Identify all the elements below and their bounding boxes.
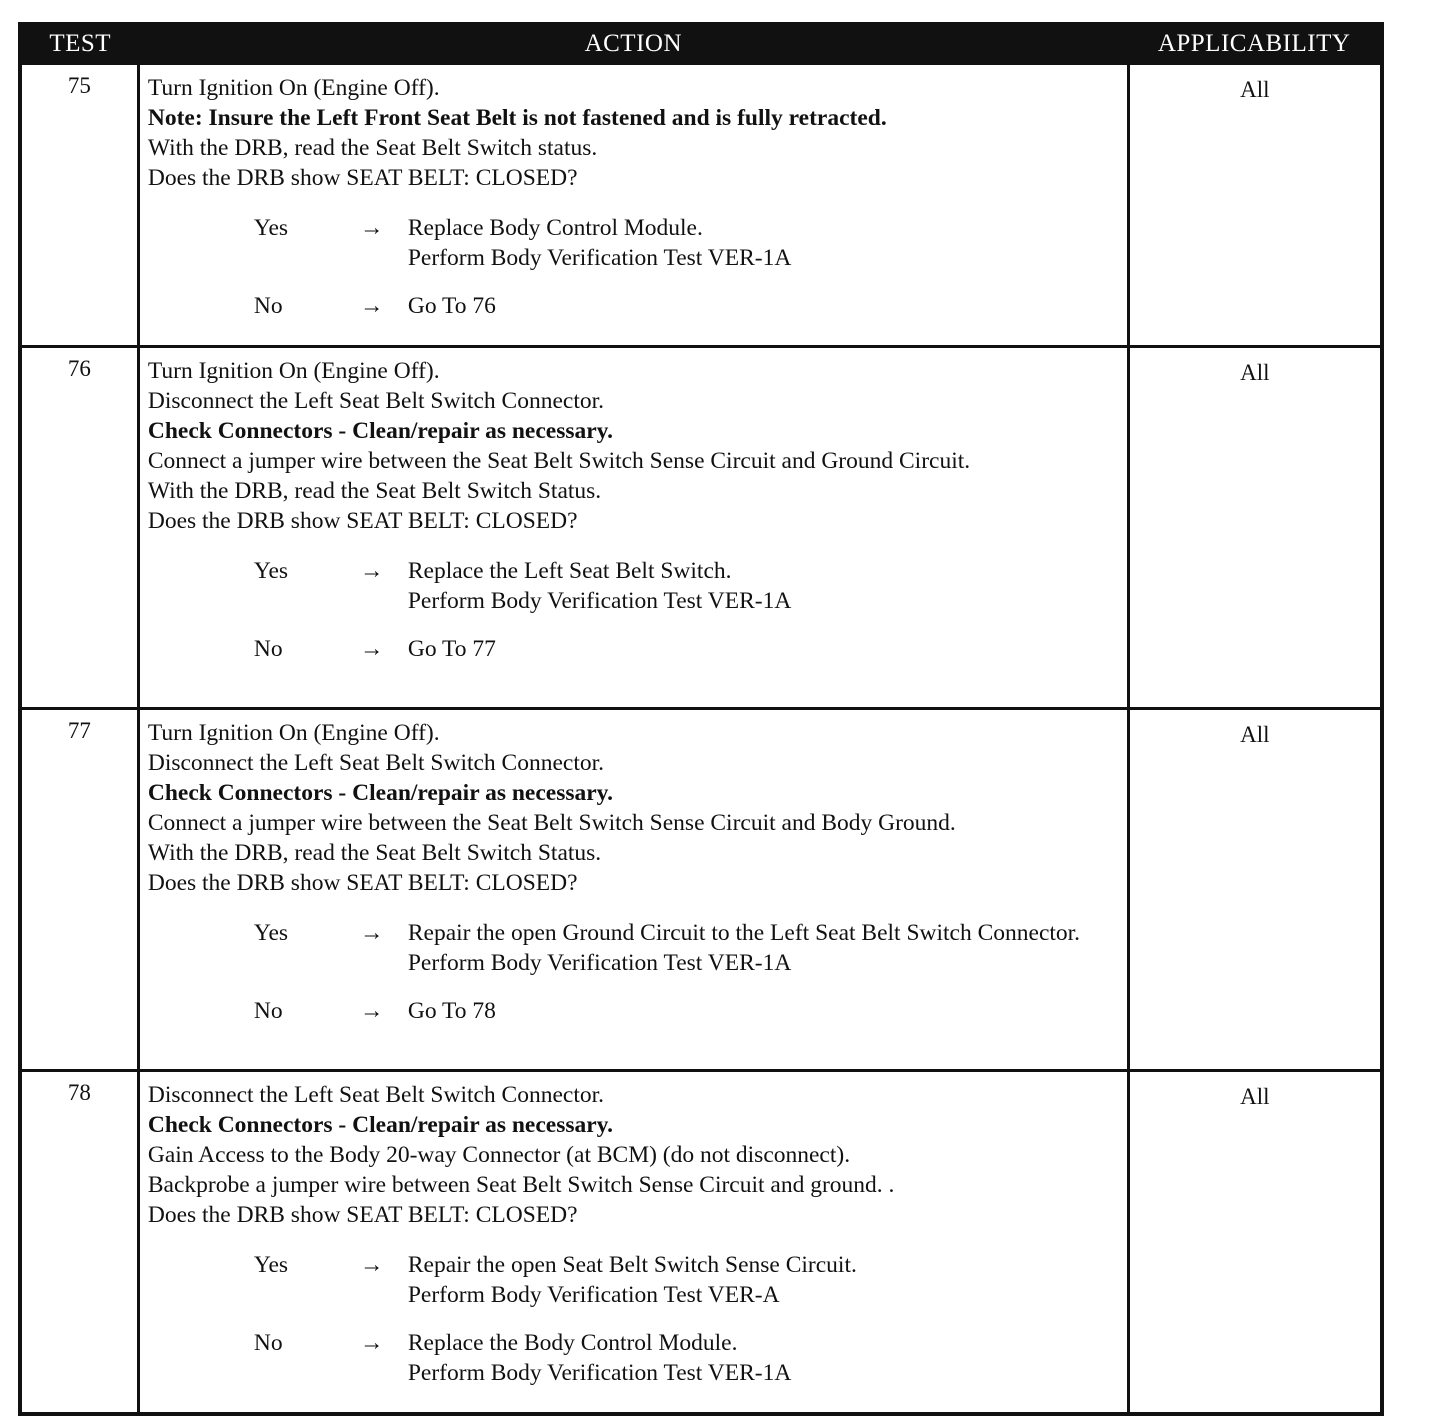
test-row: [20, 709, 1382, 1071]
step-text: With the DRB, read the Seat Belt Switch Status.: [147, 478, 602, 504]
result-line: Perform Body Verification Test VER-A: [407, 1282, 780, 1308]
arrow-right-icon: →: [359, 998, 384, 1024]
result-line: Replace the Body Control Module.: [407, 1330, 738, 1356]
diagnostic-table: [18, 22, 1384, 1416]
result-label: Yes: [253, 215, 289, 241]
header-action: ACTION: [138, 24, 1128, 64]
result-no: [148, 996, 1119, 1026]
result-body: [408, 634, 1119, 664]
action-cell: [138, 1071, 1128, 1415]
test-row: [20, 1071, 1382, 1415]
action-cell: [138, 347, 1128, 709]
action-cell: [138, 709, 1128, 1071]
header-applicability: APPLICABILITY: [1128, 24, 1382, 64]
result-list: [148, 918, 1119, 1026]
step-note: Note: Insure the Left Front Seat Belt is not fastened and is fully retracted.: [147, 105, 887, 131]
result-label: No: [253, 998, 283, 1024]
test-row: [20, 347, 1382, 709]
step-text: Connect a jumper wire between the Seat Belt Switch Sense Circuit and Body Ground.: [147, 810, 956, 836]
result-label: No: [253, 636, 283, 662]
step-text: Turn Ignition On (Engine Off).: [147, 75, 440, 101]
action-cell: [138, 64, 1128, 347]
step-text: Does the DRB show SEAT BELT: CLOSED?: [147, 1202, 578, 1228]
applicability-value: All: [1128, 709, 1382, 1071]
test-number: 75: [20, 64, 138, 347]
result-label: No: [253, 293, 283, 319]
arrow-right-icon: →: [359, 1252, 384, 1278]
table-body: [20, 64, 1382, 1415]
result-list: [148, 213, 1119, 321]
test-row: [20, 64, 1382, 347]
applicability-value: All: [1128, 1071, 1382, 1415]
result-yes: [148, 918, 1119, 978]
arrow-right-icon: →: [359, 558, 384, 584]
result-line: Go To 77: [407, 636, 496, 662]
result-line: Perform Body Verification Test VER-1A: [407, 950, 792, 976]
step-text: Does the DRB show SEAT BELT: CLOSED?: [147, 165, 578, 191]
arrow-right-icon: →: [359, 920, 384, 946]
result-yes: [148, 1250, 1119, 1310]
result-line: Go To 76: [407, 293, 496, 319]
result-label: Yes: [253, 920, 289, 946]
result-line: Perform Body Verification Test VER-1A: [407, 1360, 792, 1386]
result-label: Yes: [253, 1252, 289, 1278]
step-text: Disconnect the Left Seat Belt Switch Connector.: [147, 388, 605, 414]
result-line: Replace the Left Seat Belt Switch.: [407, 558, 732, 584]
step-text: Disconnect the Left Seat Belt Switch Connector.: [147, 1082, 605, 1108]
result-list: [148, 1250, 1119, 1388]
result-line: Go To 78: [407, 998, 496, 1024]
header-row: [20, 24, 1382, 64]
result-yes: [148, 556, 1119, 616]
header-test: TEST: [20, 24, 138, 64]
arrow-right-icon: →: [359, 215, 384, 241]
result-no: [148, 1328, 1119, 1388]
test-number: 77: [20, 709, 138, 1071]
step-note: Check Connectors - Clean/repair as necessary.: [147, 1112, 614, 1138]
step-note: Check Connectors - Clean/repair as necessary.: [147, 418, 614, 444]
test-number: 76: [20, 347, 138, 709]
arrow-right-icon: →: [359, 1330, 384, 1356]
result-body: [408, 918, 1119, 978]
step-text: Backprobe a jumper wire between Seat Belt Switch Sense Circuit and ground. .: [147, 1172, 895, 1198]
step-text: Turn Ignition On (Engine Off).: [147, 358, 440, 384]
step-text: Connect a jumper wire between the Seat Belt Switch Sense Circuit and Ground Circuit.: [147, 448, 971, 474]
result-no: [148, 634, 1119, 664]
result-line: Perform Body Verification Test VER-1A: [407, 245, 792, 271]
result-line: Perform Body Verification Test VER-1A: [407, 588, 792, 614]
step-text: Disconnect the Left Seat Belt Switch Connector.: [147, 750, 605, 776]
result-body: [408, 213, 1119, 273]
step-text: Turn Ignition On (Engine Off).: [147, 720, 440, 746]
result-label: No: [253, 1330, 283, 1356]
result-yes: [148, 213, 1119, 273]
step-text: Does the DRB show SEAT BELT: CLOSED?: [147, 870, 578, 896]
step-note: Check Connectors - Clean/repair as necessary.: [147, 780, 614, 806]
arrow-right-icon: →: [359, 636, 384, 662]
step-text: Gain Access to the Body 20-way Connector (at BCM) (do not disconnect).: [147, 1142, 851, 1168]
result-line: Repair the open Seat Belt Switch Sense Circuit.: [407, 1252, 857, 1278]
result-body: [408, 996, 1119, 1026]
test-number: 78: [20, 1071, 138, 1415]
arrow-right-icon: →: [359, 293, 384, 319]
result-list: [148, 556, 1119, 664]
step-text: With the DRB, read the Seat Belt Switch Status.: [147, 840, 602, 866]
step-text: Does the DRB show SEAT BELT: CLOSED?: [147, 508, 578, 534]
result-line: Replace Body Control Module.: [407, 215, 703, 241]
result-body: [408, 291, 1119, 321]
result-no: [148, 291, 1119, 321]
result-line: Repair the open Ground Circuit to the Left Seat Belt Switch Connector.: [407, 920, 1081, 946]
result-label: Yes: [253, 558, 289, 584]
step-text: With the DRB, read the Seat Belt Switch status.: [147, 135, 598, 161]
result-body: [408, 1328, 1119, 1388]
result-body: [408, 1250, 1119, 1310]
applicability-value: All: [1128, 64, 1382, 347]
applicability-value: All: [1128, 347, 1382, 709]
result-body: [408, 556, 1119, 616]
